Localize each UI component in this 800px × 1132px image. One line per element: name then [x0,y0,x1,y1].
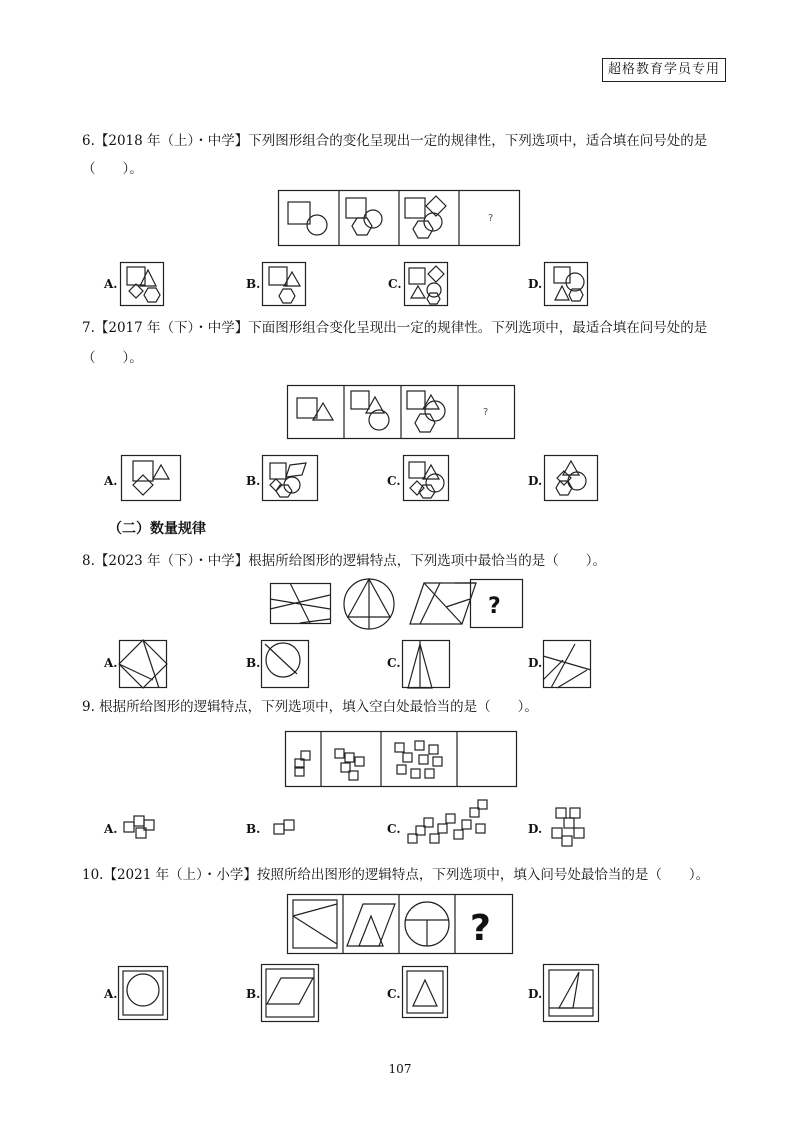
q7-question-mark: ? [483,407,489,418]
q8-option-c-figure[interactable] [402,640,450,688]
q10-question-mark: ? [470,908,491,949]
q10-option-d-figure[interactable] [543,964,599,1022]
q10-option-b-figure[interactable] [261,964,319,1022]
q6-option-a-figure[interactable] [120,262,164,306]
q9-option-a-label[interactable]: A. [104,822,118,836]
q7-option-b-label[interactable]: B. [246,474,261,488]
q10-option-d-label[interactable]: D. [528,987,543,1001]
q9-option-d-figure[interactable] [544,804,598,848]
q6-option-c-label[interactable]: C. [388,277,402,291]
q8-option-a-figure[interactable] [119,640,167,688]
q10-option-a-label[interactable]: A. [104,987,118,1001]
q6-text-line1: 6.【2018 年（上）・中学】下列图形组合的变化呈现出一定的规律性，下列选项中，适合填在问号处的是 [82,133,708,149]
page-number: 107 [388,1062,412,1076]
q8-option-d-figure[interactable] [543,640,591,688]
q6-option-a-label[interactable]: A. [104,277,118,291]
q9-option-b-label[interactable]: B. [246,822,261,836]
q8-question-mark: ? [488,594,501,619]
q6-option-d-label[interactable]: D. [528,277,543,291]
q9-option-b-figure[interactable] [272,816,300,840]
q6-sequence-figure [278,190,520,246]
q8-option-b-label[interactable]: B. [246,656,261,670]
q10-sequence-figure [287,894,513,954]
q7-text-line1: 7.【2017 年（下）・中学】下面图形组合变化呈现出一定的规律性。下列选项中，最适合填在问号处的是 [82,320,708,336]
q8-sequence-figure [270,579,530,631]
q7-option-d-figure[interactable] [544,455,598,501]
q7-option-a-figure[interactable] [121,455,181,501]
section-title: （二）数量规律 [108,521,206,537]
q8-option-a-label[interactable]: A. [104,656,118,670]
q8-text-line1: 8.【2023 年（下）・中学】根据所给图形的逻辑特点，下列选项中最恰当的是（ ）。 [82,553,607,569]
q6-option-b-figure[interactable] [262,262,306,306]
q7-option-a-label[interactable]: A. [104,474,118,488]
q7-sequence-figure [287,385,515,439]
q9-option-c-label[interactable]: C. [387,822,401,836]
q10-option-c-label[interactable]: C. [387,987,401,1001]
q6-option-b-label[interactable]: B. [246,277,261,291]
q10-option-c-figure[interactable] [402,966,448,1018]
q6-option-d-figure[interactable] [544,262,588,306]
q6-question-mark: ? [488,213,494,224]
q7-option-c-figure[interactable] [403,455,449,501]
q9-option-c-figure[interactable] [402,796,498,848]
q7-option-b-figure[interactable] [262,455,318,501]
q8-option-c-label[interactable]: C. [387,656,401,670]
q9-text-line1: 9. 根据所给图形的逻辑特点，下列选项中，填入空白处最恰当的是（ ）。 [82,699,538,715]
q7-option-d-label[interactable]: D. [528,474,543,488]
q7-text-line2: （ ）。 [82,350,143,366]
header-badge: 超格教育学员专用 [602,58,726,82]
q7-option-c-label[interactable]: C. [387,474,401,488]
q9-sequence-figure [285,731,517,787]
q8-option-b-figure[interactable] [261,640,309,688]
q10-option-a-figure[interactable] [118,966,168,1020]
q6-option-c-figure[interactable] [404,262,448,306]
q8-option-d-label[interactable]: D. [528,656,543,670]
q9-option-a-figure[interactable] [122,814,162,840]
q10-option-b-label[interactable]: B. [246,987,261,1001]
q10-text-line1: 10.【2021 年（上）・小学】按照所给出图形的逻辑特点，下列选项中，填入问号处最恰当的是（ ）。 [82,867,710,883]
q6-text-line2: （ ）。 [82,161,143,177]
q9-option-d-label[interactable]: D. [528,822,543,836]
